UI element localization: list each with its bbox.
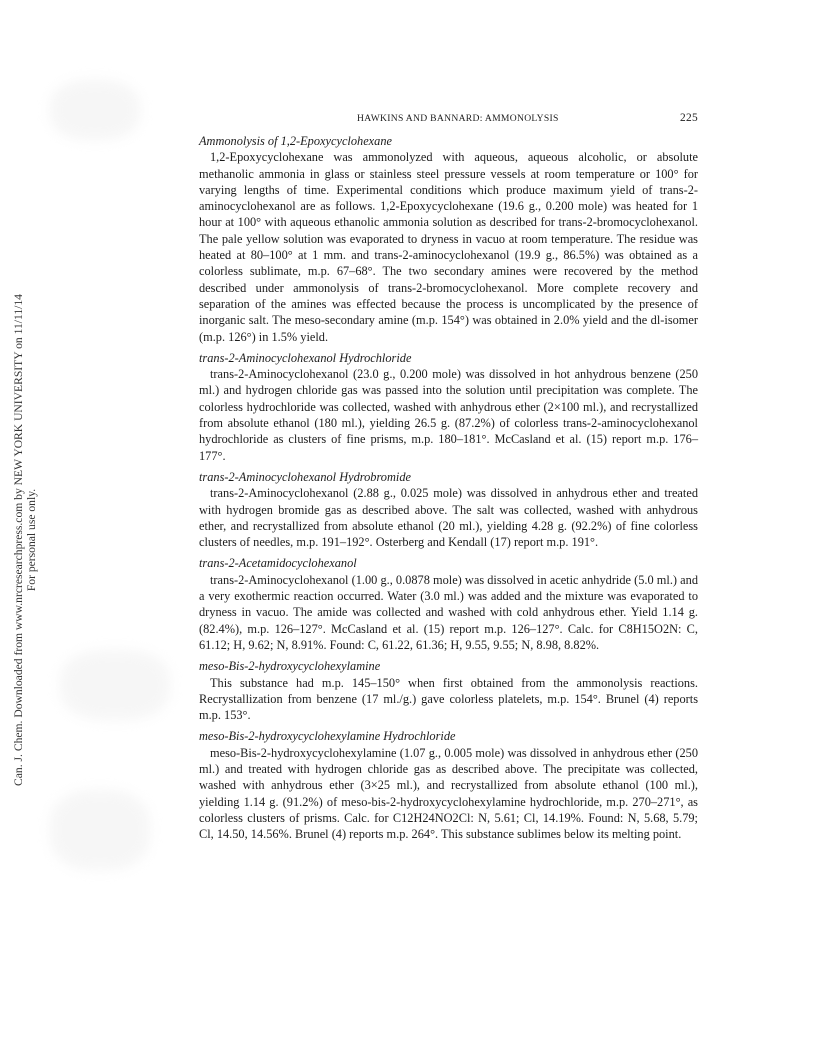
section-paragraph: trans-2-Aminocyclohexanol (2.88 g., 0.025 mole) was dissolved in anhydrous ether and treated with hydrogen bromide gas as described above. The salt was collected, washed with anhydrous ether, and recrystallized from absolute ethanol (20 ml.), yielding 4.28 g. (92.2%) of fine colorless clusters of needles, m.p. 191–192°. Osterberg and Kendall (17) report m.p. 191°. [199,486,698,550]
personal-use-notice: For personal use only. [25,488,39,592]
section-title: Ammonolysis of 1,2-Epoxycyclohexane [199,134,392,148]
section-title: meso-Bis-2-hydroxycyclohexylamine Hydrochloride [199,729,456,744]
page-number: 225 [680,112,698,124]
section-paragraph: This substance had m.p. 145–150° when first obtained from the ammonolysis reactions. Recrystallization from benzene (17 ml./g.) gave colorless platelets, m.p. 154°. Brunel (4) reports m.p. 153°. [199,675,698,723]
section-acetamido [199,555,698,653]
section-paragraph: trans-2-Aminocyclohexanol (1.00 g., 0.0878 mole) was dissolved in acetic anhydride (5.0 ml.) and a very exothermic reaction occurred. Water (3.0 ml.) was added and the mixture was evaporated to dryness in vacuo. The amide was collected and washed with cold anhydrous ether. Yield 1.14 g. (82.4%), m.p. 126–127°. McCasland et al. (15) report m.p. 126–127°. Calc. for C8H15O2N: C, 61.12; H, 9.62; N, 8.91%. Found: C, 61.22, 61.36; H, 9.55, 9.55; N, 8.98, 8.82%. [199,572,698,652]
section-paragraph: meso-Bis-2-hydroxycyclohexylamine (1.07 g., 0.005 mole) was dissolved in anhydrous ether (250 ml.) and treated with hydrogen chloride gas as described above. The precipitate was collected, washed with anhydrous ether (3×25 ml.), and recrystallized from absolute ethanol (100 ml.), yielding 1.14 g. (91.2%) of meso-bis-2-hydroxycyclohexylamine hydrochloride, m.p. 270–271°, as colorless clusters of prisms. Calc. for C12H24NO2Cl: N, 5.61; Cl, 14.19%. Found: N, 5.68, 5.79; Cl, 14.50, 14.56%. Brunel (4) reports m.p. 264°. This substance sublimes below its melting point. [199,745,698,842]
section-meso-amine [199,658,698,723]
section-hydrobromide [199,469,698,550]
section-hydrochloride [199,350,698,464]
article-body [199,133,698,847]
download-notice-line: Can. J. Chem. Downloaded from www.nrcresearchpress.com by NEW YORK UNIVERSITY on 11/11/14 [12,294,26,786]
download-notice [4,240,46,840]
section-meso-amine-hydrochloride [199,728,698,842]
section-title: trans-2-Acetamidocyclohexanol [199,556,357,571]
section-title: meso-Bis-2-hydroxycyclohexylamine [199,659,381,674]
section-paragraph: trans-2-Aminocyclohexanol (23.0 g., 0.200 mole) was dissolved in hot anhydrous benzene (250 ml.) and hydrogen chloride gas was passed into the solution until precipitation was complete. The colorless hydrochloride was collected, washed with anhydrous ether (2×100 ml.), and recrystallized from absolute ethanol (180 ml.), yielding 26.5 g. (87.2%) of colorless trans-2-aminocyclohexanol hydrochloride as clusters of fine prisms, m.p. 180–181°. McCasland et al. (15) report m.p. 176–177°. [199,367,698,463]
section-paragraph: 1,2-Epoxycyclohexane was ammonolyzed with aqueous, aqueous alcoholic, or absolute methanolic ammonia in glass or stainless steel pressure vessels at room temperature or 100° for varying lengths of time. Experimental conditions which produce maximum yield of trans-2-aminocyclohexanol are as follows. 1,2-Epoxycyclohexane (19.6 g., 0.200 mole) was heated for 1 hour at 100° with aqueous ethanolic ammonia solution as described for trans-2-bromocyclohexanol. The pale yellow solution was evaporated to dryness in vacuo at room temperature. The residue was heated at 80–100° at 1 mm. and trans-2-aminocyclohexanol (19.9 g., 86.5%) was obtained as a colorless sublimate, m.p. 67–68°. The two secondary amines were recovered by the method described under ammonolysis of trans-2-bromocyclohexanol. More complete recovery and separation of the amines was effected because the process is uncomplicated by the presence of inorganic salt. The meso-secondary amine (m.p. 154°) was obtained in 2.0% yield and the dl-isomer (m.p. 126°) in 1.5% yield. [199,150,698,344]
section-title: trans-2-Aminocyclohexanol Hydrochloride [199,350,412,365]
running-title: HAWKINS AND BANNARD: AMMONOLYSIS [357,113,559,124]
section-ammonolysis [199,133,698,345]
page-header [200,112,698,126]
section-title: trans-2-Aminocyclohexanol Hydrobromide [199,469,411,484]
